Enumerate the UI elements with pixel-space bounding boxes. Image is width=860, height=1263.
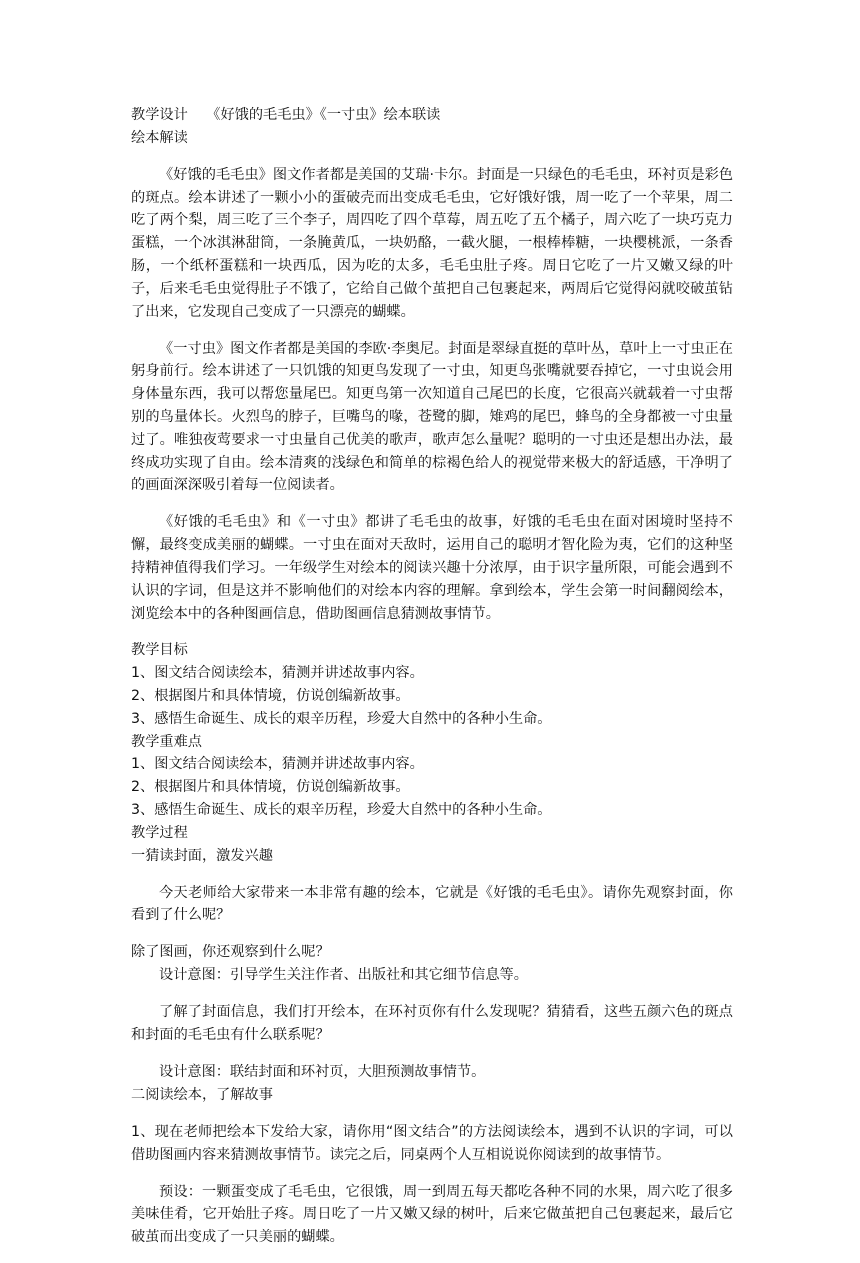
- paragraph: 除了图画，你还观察到什么呢？: [131, 944, 330, 961]
- section-heading: 教学目标: [131, 642, 188, 659]
- step-heading: 二阅读绘本，了解故事: [131, 1086, 273, 1103]
- design-intent: 设计意图：联结封面和环衬页，大胆预测故事情节。: [159, 1063, 486, 1080]
- paragraph: 《好饿的毛毛虫》和《一寸虫》都讲了毛毛虫的故事，好饿的毛毛虫在面对困境时坚持不懈，最终变成美丽的蝴蝶。一寸虫在面对天敌时，运用自己的聪明才智化险为夷，它们的这种坚持精神值得我们学习。一年级学生对绘本的阅读兴趣十分浓厚，由于识字量所限，可能会遇到不认识的字词，但是这并不影响他们的对绘本内容的理解。拿到绘本，学生会第一时间翻阅绘本，浏览绘本中的各种图画信息，借助图画信息猜测故事情节。: [131, 514, 733, 622]
- section-heading: 绘本解读: [131, 129, 188, 146]
- step-heading: 一猜读封面，激发兴趣: [131, 847, 273, 864]
- design-intent: 设计意图：引导学生关注作者、出版社和其它细节信息等。: [159, 967, 528, 984]
- paragraph: 今天老师给大家带来一本非常有趣的绘本，它就是《好饿的毛毛虫》。请你先观察封面，你看到了什么呢？: [131, 884, 733, 924]
- title-label: 教学设计: [131, 107, 188, 123]
- section-heading: 教学过程: [131, 824, 188, 841]
- paragraph: 《好饿的毛毛虫》图文作者都是美国的艾瑞·卡尔。封面是一只绿色的毛毛虫，环衬页是彩色的斑点。绘本讲述了一颗小小的蛋破壳而出变成毛毛虫，它好饿好饿，周一吃了一个苹果，周二吃了两个梨，周三吃了三个李子，周四吃了四个草莓，周五吃了五个橘子，周六吃了一块巧克力蛋糕，一个冰淇淋甜筒，一条腌黄瓜，一块奶酪，一截火腿，一根棒棒糖，一块樱桃派，一条香肠，一个纸杯蛋糕和一块西瓜，因为吃的太多，毛毛虫肚子疼。周日它吃了一片又嫩又绿的叶子，后来毛毛虫觉得肚子不饿了，它给自己做个茧把自己包裹起来，两周后它觉得闷就咬破茧钻了出来，它发现自己变成了一只漂亮的蝴蝶。: [131, 166, 733, 320]
- list-item: 1、图文结合阅读绘本，猜测并讲述故事内容。: [131, 756, 424, 773]
- title-text: 《好饿的毛毛虫》《一寸虫》绘本联读: [206, 107, 441, 123]
- list-item: 2、根据图片和具体情境，仿说创编新故事。: [131, 688, 410, 705]
- paragraph: 1、现在老师把绘本下发给大家，请你用“图文结合”的方法阅读绘本，遇到不认识的字词，可以借助图画内容来猜测故事情节。读完之后，同桌两个人互相说说你阅读到的故事情节。: [131, 1123, 733, 1163]
- list-item: 1、图文结合阅读绘本，猜测并讲述故事内容。: [131, 665, 424, 682]
- list-item: 3、感悟生命诞生、成长的艰辛历程，珍爱大自然中的各种小生命。: [131, 802, 552, 819]
- paragraph: 预设：一颗蛋变成了毛毛虫，它很饿，周一到周五每天都吃各种不同的水果，周六吃了很多美味佳肴，它开始肚子疼。周日吃了一片又嫩又绿的树叶，后来它做茧把自己包裹起来，最后它破茧而出变成了一只美丽的蝴蝶。: [131, 1183, 733, 1246]
- document-page: [131, 104, 733, 1263]
- paragraph: 《一寸虫》图文作者都是美国的李欧·李奥尼。封面是翠绿直挺的草叶丛，草叶上一寸虫正在躬身前行。绘本讲述了一只饥饿的知更鸟发现了一寸虫，知更鸟张嘴就要吞掉它，一寸虫说会用身体量东西，我可以帮您量尾巴。知更鸟第一次知道自己尾巴的长度，它很高兴就载着一寸虫帮别的鸟量体长。火烈鸟的脖子，巨嘴鸟的喙，苍鹭的脚，雉鸡的尾巴，蜂鸟的全身都被一寸虫量过了。唯独夜莺要求一寸虫量自己优美的歌声，歌声怎么量呢？聪明的一寸虫还是想出办法，最终成功实现了自由。绘本清爽的浅绿色和简单的棕褐色给人的视觉带来极大的舒适感，干净明了的画面深深吸引着每一位阅读者。: [131, 340, 733, 494]
- document-title: [131, 104, 733, 127]
- paragraph: 了解了封面信息，我们打开绘本，在环衬页你有什么发现呢？猜猜看，这些五颜六色的斑点和封面的毛毛虫有什么联系呢？: [131, 1004, 733, 1043]
- list-item: 2、根据图片和具体情境，仿说创编新故事。: [131, 779, 410, 796]
- section-heading: 教学重难点: [131, 733, 202, 750]
- list-item: 3、感悟生命诞生、成长的艰辛历程，珍爱大自然中的各种小生命。: [131, 710, 552, 727]
